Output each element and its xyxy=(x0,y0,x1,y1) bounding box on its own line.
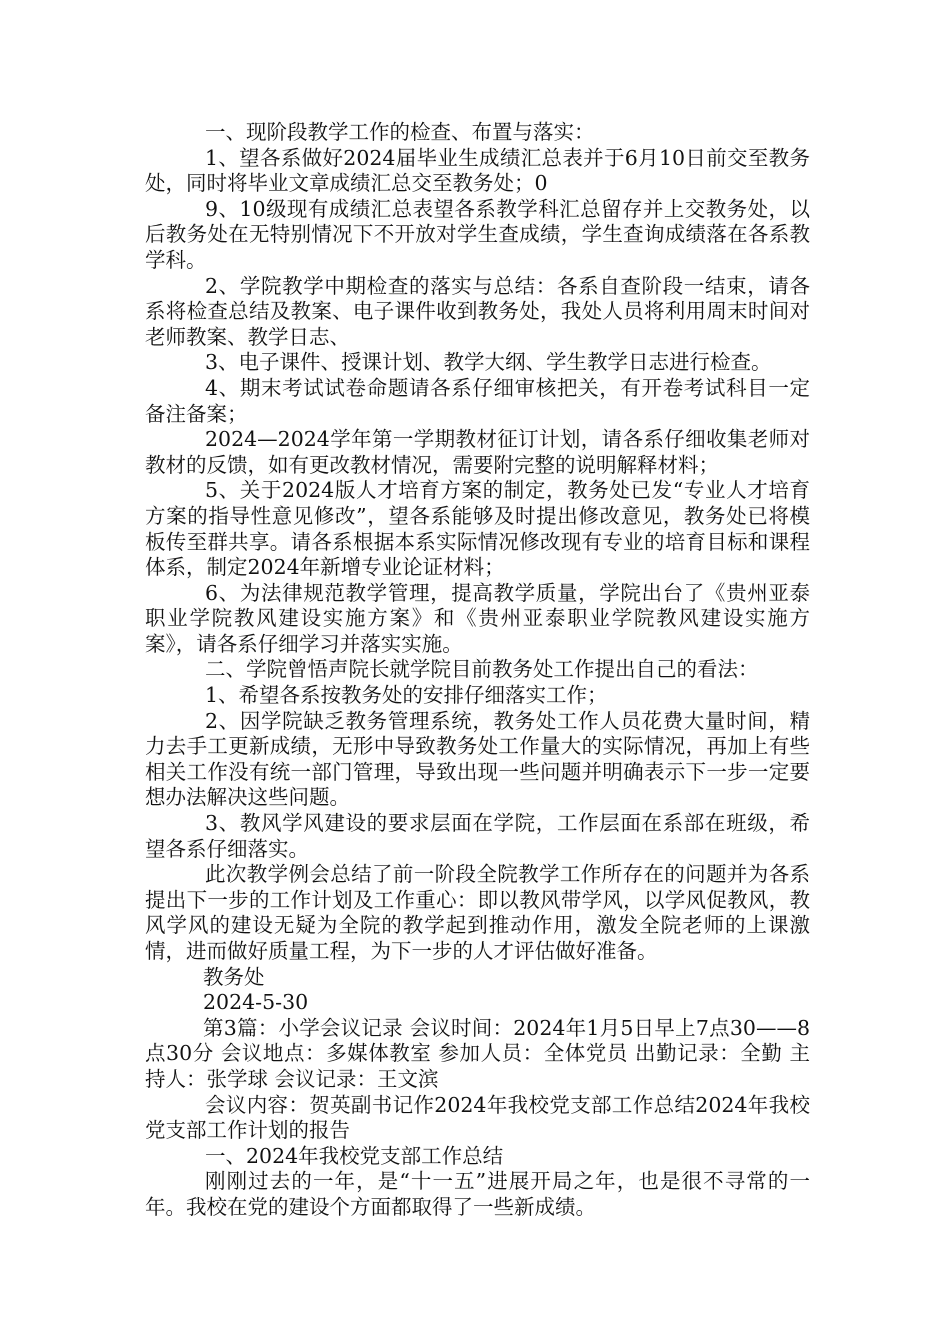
paragraph: 2024—2024学年第一学期教材征订计划，请各系仔细收集老师对教材的反馈，如有更改教材情况，需要附完整的说明解释材料； xyxy=(145,427,810,477)
section-heading-1: 一、现阶段教学工作的检查、布置与落实： xyxy=(205,120,595,144)
paragraph: 2、因学院缺乏教务管理系统，教务处工作人员花费大量时间，精力去手工更新成绩，无形中导致教务处工作量大的实际情况，再加上有些相关工作没有统一部门管理，导致出现一些问题并明确表示下一步一定要想办法解决这些问题。 xyxy=(145,708,810,810)
paragraph: 1、希望各系按教务处的安排仔细落实工作； xyxy=(205,683,608,708)
paragraph: 1、望各系做好2024届毕业生成绩汇总表并于6月10日前交至教务处，同时将毕业文章成绩汇总交至教务处；0 xyxy=(145,145,810,196)
paragraph: 9、10级现有成绩汇总表望各系教学科汇总留存并上交教务处，以后教务处在无特别情况下不开放对学生查成绩，学生查询成绩落在各系教学科。 xyxy=(145,196,810,272)
paragraph: 3、电子课件、授课计划、教学大纲、学生教学日志进行检查。 xyxy=(205,350,772,375)
signature-date: 2024-5-30 xyxy=(203,990,309,1015)
meeting-content: 会议内容：贺英副书记作2024年我校党支部工作总结2024年我校党支部工作计划的报告 xyxy=(145,1092,810,1143)
section-heading-3: 一、2024年我校党支部工作总结 xyxy=(205,1143,504,1168)
meeting-record-header: 第3篇：小学会议记录 会议时间：2024年1月5日早上7点30——8点30分 会议地点：多媒体教室 参加人员：全体党员 出勤记录：全勤 主持人：张学球 会议记录：王文滨 xyxy=(145,1015,810,1091)
paragraph: 刚刚过去的一年，是“十一五”进展开局之年，也是很不寻常的一年。我校在党的建设个方面都取得了一些新成绩。 xyxy=(145,1169,810,1219)
paragraph: 5、关于2024版人才培育方案的制定，教务处已发“专业人才培育方案的指导性意见修改”，望各系能够及时提出修改意见，教务处已将模板传至群共享。请各系根据本系实际情况修改现有专业的培育目标和课程体系，制定2024年新增专业论证材料； xyxy=(145,478,810,580)
paragraph: 4、期末考试试卷命题请各系仔细审核把关，有开卷考试科目一定备注备案； xyxy=(145,375,810,426)
summary-paragraph: 此次教学例会总结了前一阶段全院教学工作所存在的问题并为各系提出下一步的工作计划及工作重心：即以教风带学风，以学风促教风，教风学风的建设无疑为全院的教学起到推动作用，激发全院老师的上课激情，进而做好质量工程，为下一步的人才评估做好准备。 xyxy=(145,862,810,963)
section-heading-2: 二、学院曾悟声院长就学院目前教务处工作提出自己的看法： xyxy=(205,657,759,682)
document-body xyxy=(145,120,810,1221)
signature-department: 教务处 xyxy=(203,964,265,989)
paragraph: 2、学院教学中期检查的落实与总结：各系自查阶段一结束，请各系将检查总结及教案、电子课件收到教务处，我处人员将利用周末时间对老师教案、教学日志、 xyxy=(145,273,810,349)
paragraph: 3、教风学风建设的要求层面在学院，工作层面在系部在班级，希望各系仔细落实。 xyxy=(145,811,810,861)
paragraph: 6、为法律规范教学管理，提高教学质量，学院出台了《贵州亚泰职业学院教风建设实施方案》和《贵州亚泰职业学院教风建设实施方案》，请各系仔细学习并落实实施。 xyxy=(145,580,810,656)
